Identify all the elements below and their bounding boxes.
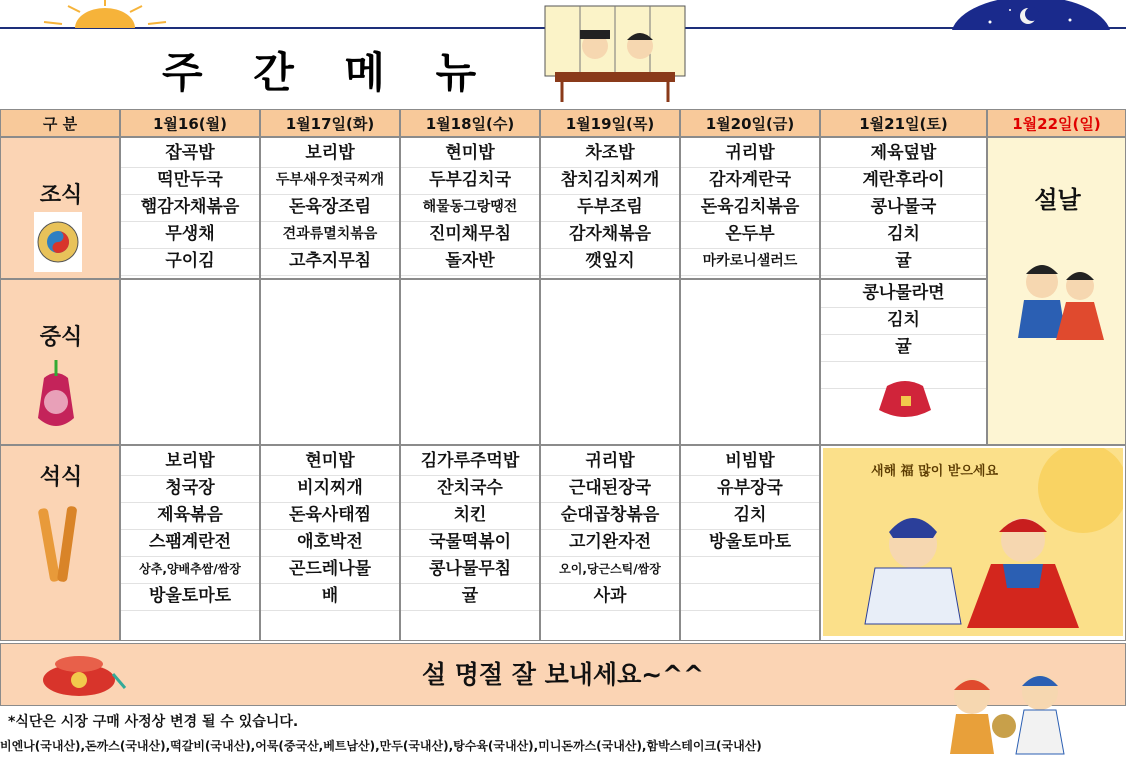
menu-item: 곤드레나물 [261,556,399,584]
greeting-card [820,445,1126,641]
menu-item: 돈육장조림 [261,194,399,222]
breakfast-day-6 [820,137,987,279]
menu-item: 귀리밥 [681,140,819,168]
dinner-day-2 [260,445,400,641]
menu-item: 참치김치찌개 [541,167,679,195]
menu-item: 차조밥 [541,140,679,168]
menu-item: 김치 [821,307,986,335]
menu-item: 계란후라이 [821,167,986,195]
header-day: 1월20일(금) [680,109,820,137]
menu-item: 국물떡볶이 [401,529,539,557]
menu-item: 제육볶음 [121,502,259,530]
breakfast-label: 조식 [39,183,83,208]
menu-item: 콩나물국 [821,194,986,222]
menu-item: 방울토마토 [681,529,819,557]
lunch-day-3 [400,279,540,445]
menu-item: 김치 [821,221,986,249]
lunch-label: 중식 [39,325,83,350]
header-day: 1월17일(화) [260,109,400,137]
breakfast-row-label [0,137,120,279]
menu-item: 콩나물무침 [401,556,539,584]
dinner-label: 석식 [39,465,83,490]
menu-item: 돈육김치볶음 [681,194,819,222]
menu-row-empty [681,556,819,584]
menu-item: 애호박전 [261,529,399,557]
sunrise-icon [40,0,170,28]
dinner-day-1 [120,445,260,641]
holiday-label: 설날 [1034,186,1081,214]
menu-item: 비빔밥 [681,448,819,476]
menu-item: 두부조림 [541,194,679,222]
footer-greeting: 설 명절 잘 보내세요~^^ [421,660,705,689]
menu-item: 청국장 [121,475,259,503]
menu-item: 보리밥 [121,448,259,476]
lucky-pouch-icon [873,370,937,420]
night-sky-icon [950,0,1112,30]
greeting-card-text: 새해 福 많이 받으세요 [871,464,999,479]
header-day: 1월21일(토) [820,109,987,137]
menu-item: 햄감자채볶음 [121,194,259,222]
menu-item: 진미채무침 [401,221,539,249]
menu-item: 떡만두국 [121,167,259,195]
dinner-row-label [0,445,120,641]
menu-item: 현미밥 [261,448,399,476]
menu-item: 현미밥 [401,140,539,168]
header-day: 1월16(월) [120,109,260,137]
menu-item: 제육덮밥 [821,140,986,168]
menu-item: 해물동그랑땡전 [401,194,539,222]
menu-item: 마카로니샐러드 [681,248,819,276]
menu-item: 유부장국 [681,475,819,503]
menu-item: 방울토마토 [121,583,259,611]
breakfast-day-3 [400,137,540,279]
dinner-day-3 [400,445,540,641]
menu-item: 상추,양배추쌈/쌈장 [121,556,259,584]
breakfast-day-1 [120,137,260,279]
menu-item: 순대곱창볶음 [541,502,679,530]
menu-item: 콩나물라면 [821,280,986,308]
menu-item: 고추지무침 [261,248,399,276]
breakfast-day-4 [540,137,680,279]
header-day: 1월19일(목) [540,109,680,137]
menu-item: 감자채볶음 [541,221,679,249]
menu-change-note: *식단은 시장 구매 사정상 변경 될 수 있습니다. [8,714,299,730]
drum-icon [34,212,82,272]
lunch-day-6 [820,279,987,445]
breakfast-day-2 [260,137,400,279]
menu-item: 온두부 [681,221,819,249]
menu-item: 김치 [681,502,819,530]
menu-item: 무생채 [121,221,259,249]
menu-table [0,109,1126,709]
menu-item: 귀리밥 [541,448,679,476]
couple-illustration [540,4,690,104]
menu-item: 비지찌개 [261,475,399,503]
menu-item: 고기완자전 [541,529,679,557]
menu-item: 잔치국수 [401,475,539,503]
pouch-icon [34,358,78,436]
menu-item: 귤 [401,583,539,611]
menu-item: 돈육사태찜 [261,502,399,530]
menu-item: 사과 [541,583,679,611]
lunch-row-label [0,279,120,445]
page-title: 주 간 메 뉴 [162,48,495,97]
menu-item: 배 [261,583,399,611]
header-day: 1월18일(수) [400,109,540,137]
lunch-day-2 [260,279,400,445]
header-label: 구 분 [0,109,120,137]
menu-item: 감자계란국 [681,167,819,195]
dinner-day-5 [680,445,820,641]
menu-item: 잡곡밥 [121,140,259,168]
menu-item: 돌자반 [401,248,539,276]
menu-item: 보리밥 [261,140,399,168]
dancing-kids-icon [942,656,1082,756]
origin-note: 비엔나(국내산),돈까스(국내산),떡갈비(국내산),어묵(중국산,베트남산),만두(국내산),탕수육(국내산),미니돈까스(국내산),함박스테이크(국내산) [0,739,762,753]
menu-item: 두부김치국 [401,167,539,195]
menu-item: 견과류멸치볶음 [261,221,399,249]
menu-item: 스팸계란전 [121,529,259,557]
lunch-day-4 [540,279,680,445]
breakfast-day-5 [680,137,820,279]
yakgwa-icon [36,502,82,588]
lunch-day-5 [680,279,820,445]
menu-item: 구이김 [121,248,259,276]
lunch-day-1 [120,279,260,445]
menu-row-empty [681,583,819,611]
menu-item: 김가루주먹밥 [401,448,539,476]
header-day-holiday: 1월22일(일) [987,109,1126,137]
holiday-column [987,137,1126,445]
hanbok-kids-icon [1010,252,1110,342]
menu-item: 두부새우젓국찌개 [261,167,399,195]
menu-item: 깻잎지 [541,248,679,276]
menu-item: 귤 [821,334,986,362]
menu-item: 귤 [821,248,986,276]
menu-item: 근대된장국 [541,475,679,503]
menu-item: 오이,당근스틱/쌈장 [541,556,679,584]
dinner-day-4 [540,445,680,641]
menu-item: 치킨 [401,502,539,530]
